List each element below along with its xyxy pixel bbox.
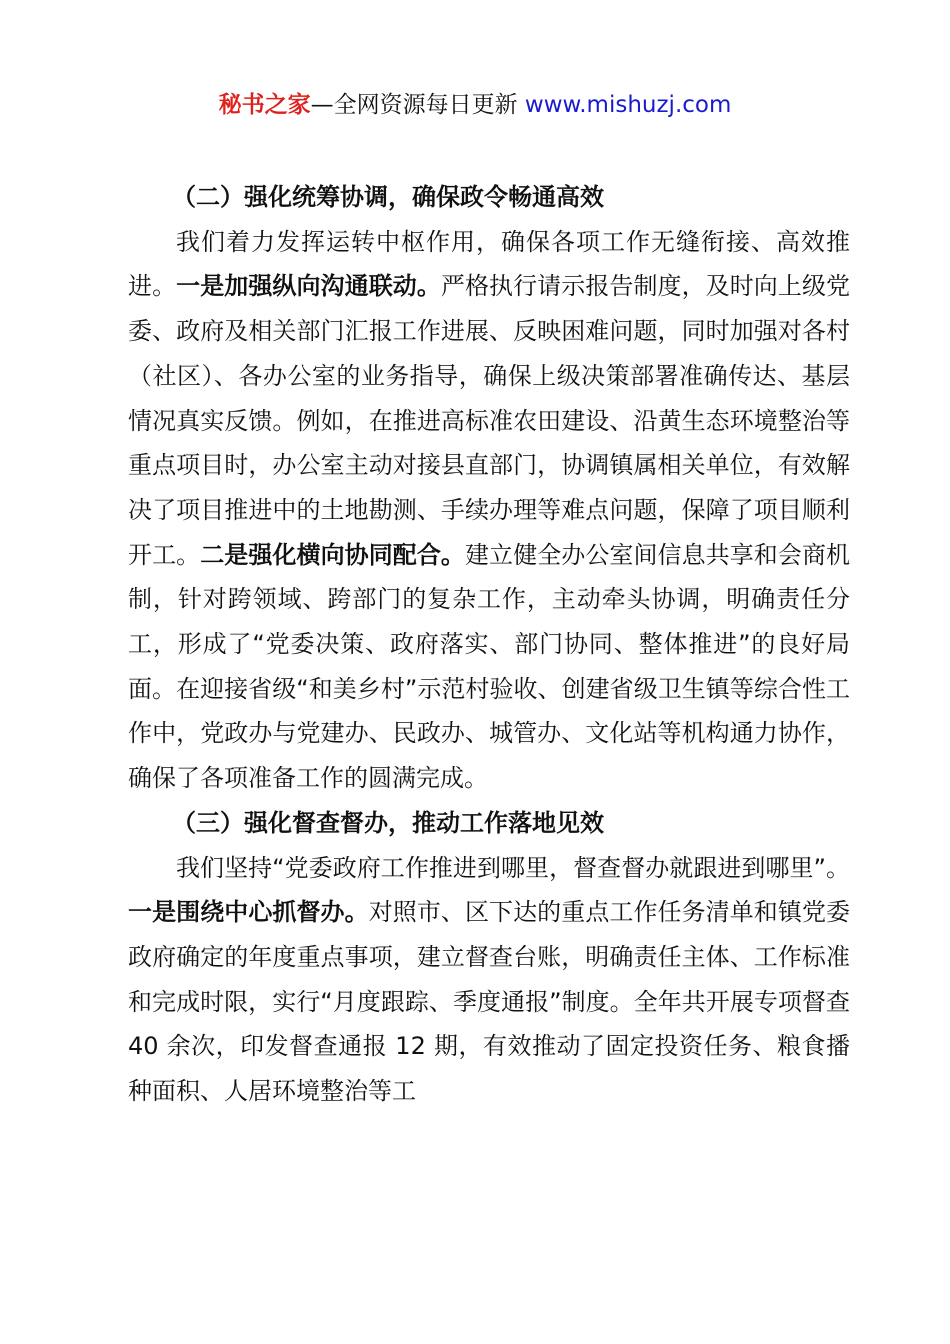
bold-point-1: 一是加强纵向沟通联动。: [176, 272, 441, 301]
site-brand: 秘书之家: [218, 92, 311, 118]
text-run: 我们着力发挥运转中枢作用，确保各项工作无缝衔接、高效推进。: [128, 227, 850, 301]
bold-point-2: 二是强化横向协同配合。: [200, 540, 465, 569]
section-heading-3: （三）强化督查督办，推动工作落地见效: [172, 808, 604, 837]
document-body: [128, 175, 850, 1114]
site-tagline: —全网资源每日更新: [310, 92, 525, 118]
bold-point-1: 一是围绕中心抓督办。: [128, 898, 369, 927]
text-run: 建立健全办公室间信息共享和会商机制，针对跨领域、跨部门的复杂工作，主动牵头协调，明确责任分工，形成了“党委决策、政府落实、部门协同、整体推进”的良好局面。在迎接省级“和美乡村”示范村验收、创建省级卫生镇等综合性工作中，党政办与党建办、民政办、城管办、文化站等机构通力协作，确保了各项准备工作的圆满完成。: [128, 540, 851, 793]
site-header: [0, 88, 950, 122]
section-3-paragraph: [128, 846, 850, 1114]
site-url-link[interactable]: www.mishuzj.com: [524, 92, 732, 118]
text-run: 我们坚持“党委政府工作推进到哪里，督查督办就跟进到哪里”。: [176, 853, 850, 882]
text-run: 严格执行请示报告制度，及时向上级党委、政府及相关部门汇报工作进展、反映困难问题，同时加强对各村（社区）、各办公室的业务指导，确保上级决策部署准确传达、基层情况真实反馈。例如，在推进高标准农田建设、沿黄生态环境整治等重点项目时，办公室主动对接县直部门，协调镇属相关单位，有效解决了项目推进中的土地勘测、手续办理等难点问题，保障了项目顺利开工。: [128, 272, 851, 569]
section-heading-2: （二）强化统筹协调，确保政令畅通高效: [172, 183, 604, 211]
section-2-paragraph: [128, 220, 850, 801]
text-run: 对照市、区下达的重点工作任务清单和镇党委政府确定的年度重点事项，建立督查台账，明确责任主体、工作标准和完成时限，实行“月度跟踪、季度通报”制度。全年共开展专项督查 40 余次，印发督查通报 12 期，有效推动了固定投资任务、粮食播种面积、人居环境整治等工: [128, 898, 851, 1106]
